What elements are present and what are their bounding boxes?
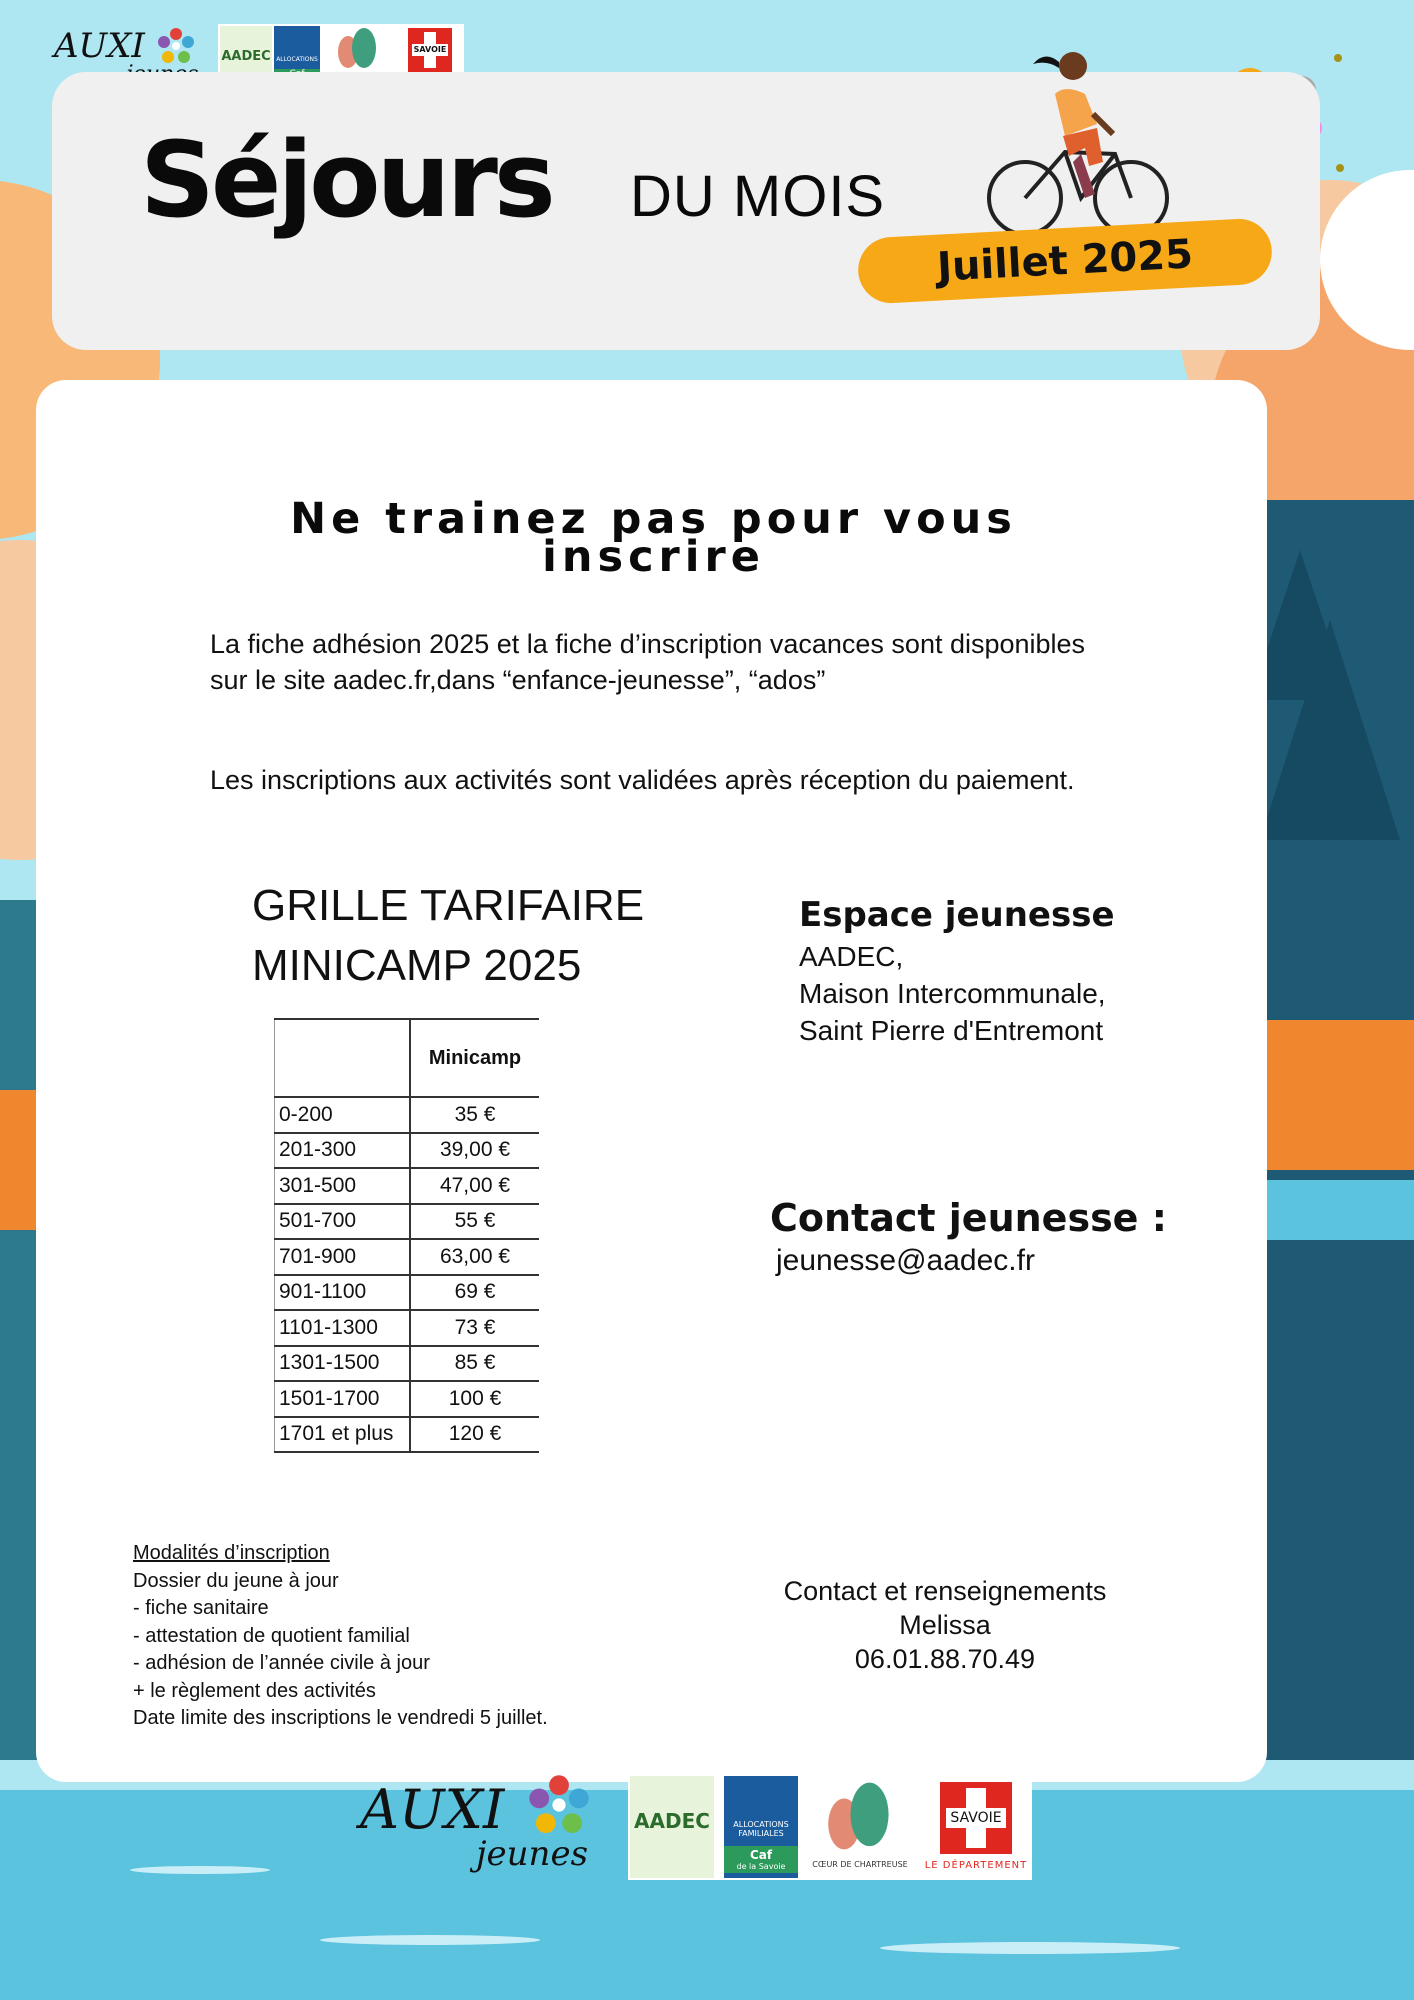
- price-cell: 63,00 €: [410, 1239, 539, 1275]
- espace-line: Saint Pierre d'Entremont: [799, 1015, 1104, 1046]
- income-range-cell: 1101-1300: [275, 1310, 411, 1346]
- flower-icon: [526, 1772, 592, 1838]
- contact-heading: Contact jeunesse :: [770, 1196, 1167, 1240]
- table-header-empty: [275, 1019, 411, 1097]
- page-subtitle: DU MOIS: [630, 164, 886, 229]
- tariff-table: [274, 1018, 539, 1453]
- income-range-cell: 701-900: [275, 1239, 411, 1275]
- partner-logos-bottom: [628, 1774, 1032, 1880]
- modalites-heading: Modalités d’inscription: [133, 1542, 330, 1564]
- cyclist-illustration: [985, 44, 1175, 240]
- auxi-jeunes-logo-bottom: AUXI jeunes: [356, 1770, 596, 1880]
- auxi-jeunes-logo: AUXI: [52, 22, 202, 94]
- espace-line: Maison Intercommunale,: [799, 978, 1106, 1009]
- espace-line: AADEC,: [799, 941, 904, 972]
- price-cell: 85 €: [410, 1346, 539, 1382]
- table-row: [275, 1310, 540, 1346]
- aadec-logo: AADEC: [220, 26, 272, 88]
- income-range-cell: 0-200: [275, 1097, 411, 1133]
- modalites-line: + le règlement des activités: [133, 1679, 376, 1702]
- modalites-line: - adhésion de l’année civile à jour: [133, 1652, 430, 1674]
- contact-jeunesse-block: [770, 1194, 1167, 1280]
- payment-paragraph: Les inscriptions aux activités sont validées après réception du paiement.: [210, 765, 1075, 795]
- price-cell: 73 €: [410, 1310, 539, 1346]
- leaf-icon: [324, 26, 392, 72]
- headline: Ne trainez pas pour vous inscrire: [290, 494, 1017, 582]
- contact-email-link[interactable]: jeunesse@aadec.fr: [776, 1244, 1035, 1277]
- table-row: [275, 1417, 540, 1453]
- table-header-row: [275, 1019, 540, 1097]
- tariff-title: GRILLE TARIFAIRE MINICAMP 2025: [252, 881, 645, 990]
- income-range-cell: 901-1100: [275, 1275, 411, 1311]
- modalites-block: [133, 1540, 548, 1733]
- price-cell: 55 €: [410, 1204, 539, 1240]
- table-row: [275, 1133, 540, 1169]
- table-row: [275, 1275, 540, 1311]
- table-row: [275, 1097, 540, 1133]
- contact-name: Melissa: [899, 1610, 991, 1640]
- table-row: [275, 1239, 540, 1275]
- caf-logo: ALLOCATIONS FAMILIALES Caf de la Savoie: [724, 1776, 798, 1878]
- price-cell: 39,00 €: [410, 1133, 539, 1169]
- modalites-line: - fiche sanitaire: [133, 1597, 269, 1619]
- page-title: Séjours: [140, 119, 552, 241]
- flower-icon: [156, 26, 196, 66]
- price-cell: 100 €: [410, 1381, 539, 1417]
- income-range-cell: 301-500: [275, 1168, 411, 1204]
- intro-paragraph: La fiche adhésion 2025 et la fiche d’inscription vacances sont disponibles sur le site aadec.fr,dans “enfance-jeunesse”, “ados”: [210, 629, 1086, 695]
- price-cell: 120 €: [410, 1417, 539, 1453]
- income-range-cell: 1501-1700: [275, 1381, 411, 1417]
- espace-jeunesse-block: [799, 892, 1115, 1049]
- date-badge: Juillet 2025: [857, 217, 1274, 305]
- modalites-line: Dossier du jeune à jour: [133, 1569, 339, 1592]
- table-row: [275, 1204, 540, 1240]
- renseignements-label: Contact et renseignements: [783, 1576, 1107, 1606]
- price-cell: 47,00 €: [410, 1168, 539, 1204]
- table-row: [275, 1381, 540, 1417]
- income-range-cell: 201-300: [275, 1133, 411, 1169]
- phone-number: 06.01.88.70.49: [854, 1644, 1036, 1674]
- table-row: [275, 1168, 540, 1204]
- modalites-line: - attestation de quotient familial: [133, 1624, 410, 1647]
- income-range-cell: 1701 et plus: [275, 1417, 411, 1453]
- renseignements-block: [740, 1574, 1150, 1676]
- table-header-minicamp: Minicamp: [410, 1019, 539, 1097]
- table-row: [275, 1346, 540, 1382]
- aadec-logo: AADEC: [630, 1776, 714, 1878]
- espace-heading: Espace jeunesse: [799, 895, 1115, 935]
- modalites-line: Date limite des inscriptions le vendredi 5 juillet.: [133, 1707, 548, 1729]
- income-range-cell: 1301-1500: [275, 1346, 411, 1382]
- price-cell: 69 €: [410, 1275, 539, 1311]
- income-range-cell: 501-700: [275, 1204, 411, 1240]
- price-cell: 35 €: [410, 1097, 539, 1133]
- savoie-logo: SAVOIE LE DÉPARTEMENT: [922, 1776, 1030, 1878]
- coeur-de-chartreuse-logo: CŒUR DE CHARTREUSE: [806, 1776, 914, 1878]
- caf-logo: ALLOCATIONS: [274, 26, 320, 88]
- savoie-logo: SAVOIE: [398, 26, 462, 88]
- leaf-icon: [806, 1776, 914, 1856]
